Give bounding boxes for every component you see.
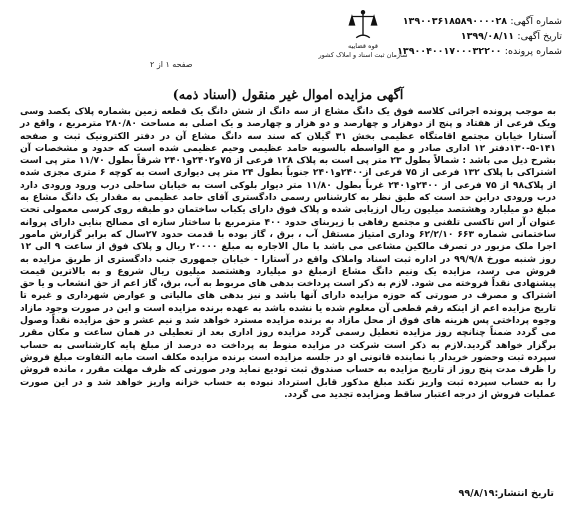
document-title: آگهی مزایده اموال غیر منقول (اسناد ذمه) <box>172 88 404 103</box>
judiciary-emblem <box>318 8 408 78</box>
ad-date-value: ۱۳۹۹/۰۸/۱۱ <box>460 31 515 42</box>
ad-number-value: ۱۳۹۰۰۳۶۱۸۵۸۹۰۰۰۰۲۸ <box>402 16 508 27</box>
document-body: به موجب پرونده اجرائی کلاسه فوق یک دانگ مشاع از سه دانگ از شش دانگ یک قطعه زمین بشماره پلاک یکصد وسی ویک فرعی از هفتاد و پنج از دوهزار و چهارصد و دو هزار و چهارصد و یک اصلی به مساحت ۲۸۰/۸۰ مترمربع ، واقع در آستارا خیابان مجتمع اقامتگاه عظیمی بخش ۳۱ گیلان که سند سه دانگ مشاع آن در دفتر الکترونیک ثبت و صفحه ۱۴۱-۵-۱۳۰دفتر ۱۲ اداری صادر و مع الواسطه بالسویه حامد عظیمی وحیم عظیمی شده است که حدود و مشخصات آن بشرح ذیل می باشد : شمالاً بطول ۲۳ متر پی است به پلاک ۱۲۸ فرعی از ۷۵و۲۴۰۲و۲۴۰۱ شرقاً بطول ۱۱/۷۰ متر پی است اشتراکی با پلاک ۱۳۲ فرعی از ۷۵ فرعی از۲۴۰۰و۲۴۰۱ جنوباً بطول ۲۴ متر پی دیواری است به کوچه ۶ متری مجزی شده از پلاک۹۸ از ۷۵ فرعی از ۲۴۰۰و۲۴۰۱ غرباً بطول ۱۱/۸۰ متر دیوار بلوکی است به خیابان ساحلی درب ورود ورودی دارد درب ورودی درابن حد است که طبق نظر به کارشناس رسمی دادگستری آقای حامد عظیمی به مقدار یک دانگ مشاع به مبلغ دو میلیارد وهشتصد میلیون ریال ارزیابی شده و پلاک فوق دارای یکباب ساختمان دو طبقه روی کرسی معمولی تحت عنوان آر اس تاکسی تلفنی و مجتمع رفاهی با زیربنای حدود ۴۰۰ مترمربع با ساختار سازه ای مصالح بنایی دارای پروانه ساختمانی شماره ۶۶۳ ۶۲/۲/۱۰ وداری امتیاز مستقل آب ، برق ، گاز بوده با قدمت حدود ۲۷سال که برابر گزارش مامور اجرا ملک مزبور در تصرف مالکین مشاعی می باشد با مال الاجاره به مبلغ ۲۰۰۰۰ ریال و پلاک فوق از ساعت ۹ الی ۱۲ روز شنبه مورخ ۹۹/۹/۸ در اداره ثبت اسناد واملاک واقع در آستارا - خیابان جمهوری جنب دادگستری از طریق مزایده به فروش می رسد، مزایده یک ونیم دانگ مشاع ازمبلغ دو میلیارد وهشتصد میلیون ریال شروع و به بالاترین قیمت پیشنهادی نقداً فروخته می شود. لازم به ذکر است پرداخت بدهی های مربوط به آب، برق، گاز اعم از حق انشعاب و یا حق اشتراک و مصرف در صورتی که حوزه مزایده دارای آنها باشد و نیز بدهی های مالیاتی و عوارض شهرداری و غیره تا تاریخ مزایده اعم از اینکه رقم قطعی آن معلوم شده یا نشده باشد به عهده برنده مزایده است و این در صورت وجود مازاد وجوه پرداختی پس هزینه های فوق از محل مازاد به برنده مزایده مسترد خواهد شد و نیم عشر و حق مزایده نقداً وصول می گردد ضمناً چنانچه روز مزایده تعطیل رسمی گردد مزایده روز اداری بعد از تعطیلی در همان ساعت و مکان مقرر برگزار خواهد گردید.لازم به ذکر است شرکت در مزایده منوط به پرداخت ده درصد از مبلغ پایه کارشناسی به حساب سپرده ثبت وحضور خریدار یا نماینده قانونی او در جلسه مزایده است برنده مزایده مکلف است مابه التفاوت مبلغ فروش را ظرف مدت پنج روز از تاریخ مزایده به حساب صندوق ثبت تودیع نماید ودر صورتی که ظرف مهلت مقرر ، مانده فروش را به حساب سپرده ثبت واریز نکند مبلغ مذکور قابل استرداد نبوده به حساب خزانه واریز خواهد شد و در این صورت عملیات فروش از درجه اعتبار ساقط ومزایده تجدید می گردد. <box>20 107 556 400</box>
file-number-label: شماره پرونده: <box>504 46 562 57</box>
ad-number-label: شماره آگهی: <box>510 16 562 27</box>
publish-date: تاریخ انتشار:۹۹/۸/۱۹ <box>458 488 554 499</box>
page-number: صفحه ۱ از ۲ <box>150 60 193 69</box>
file-number-value: ۱۳۹۰۰۴۰۰۱۷۰۰۰۳۲۲۰۰ <box>397 46 502 57</box>
emblem-caption-1: قوه قضاییه <box>348 42 378 50</box>
scales-of-justice-icon <box>346 8 380 42</box>
emblem-caption-2: سازمان ثبت اسناد و املاک کشور <box>318 51 408 59</box>
ad-date-label: تاریخ آگهی: <box>517 31 562 42</box>
